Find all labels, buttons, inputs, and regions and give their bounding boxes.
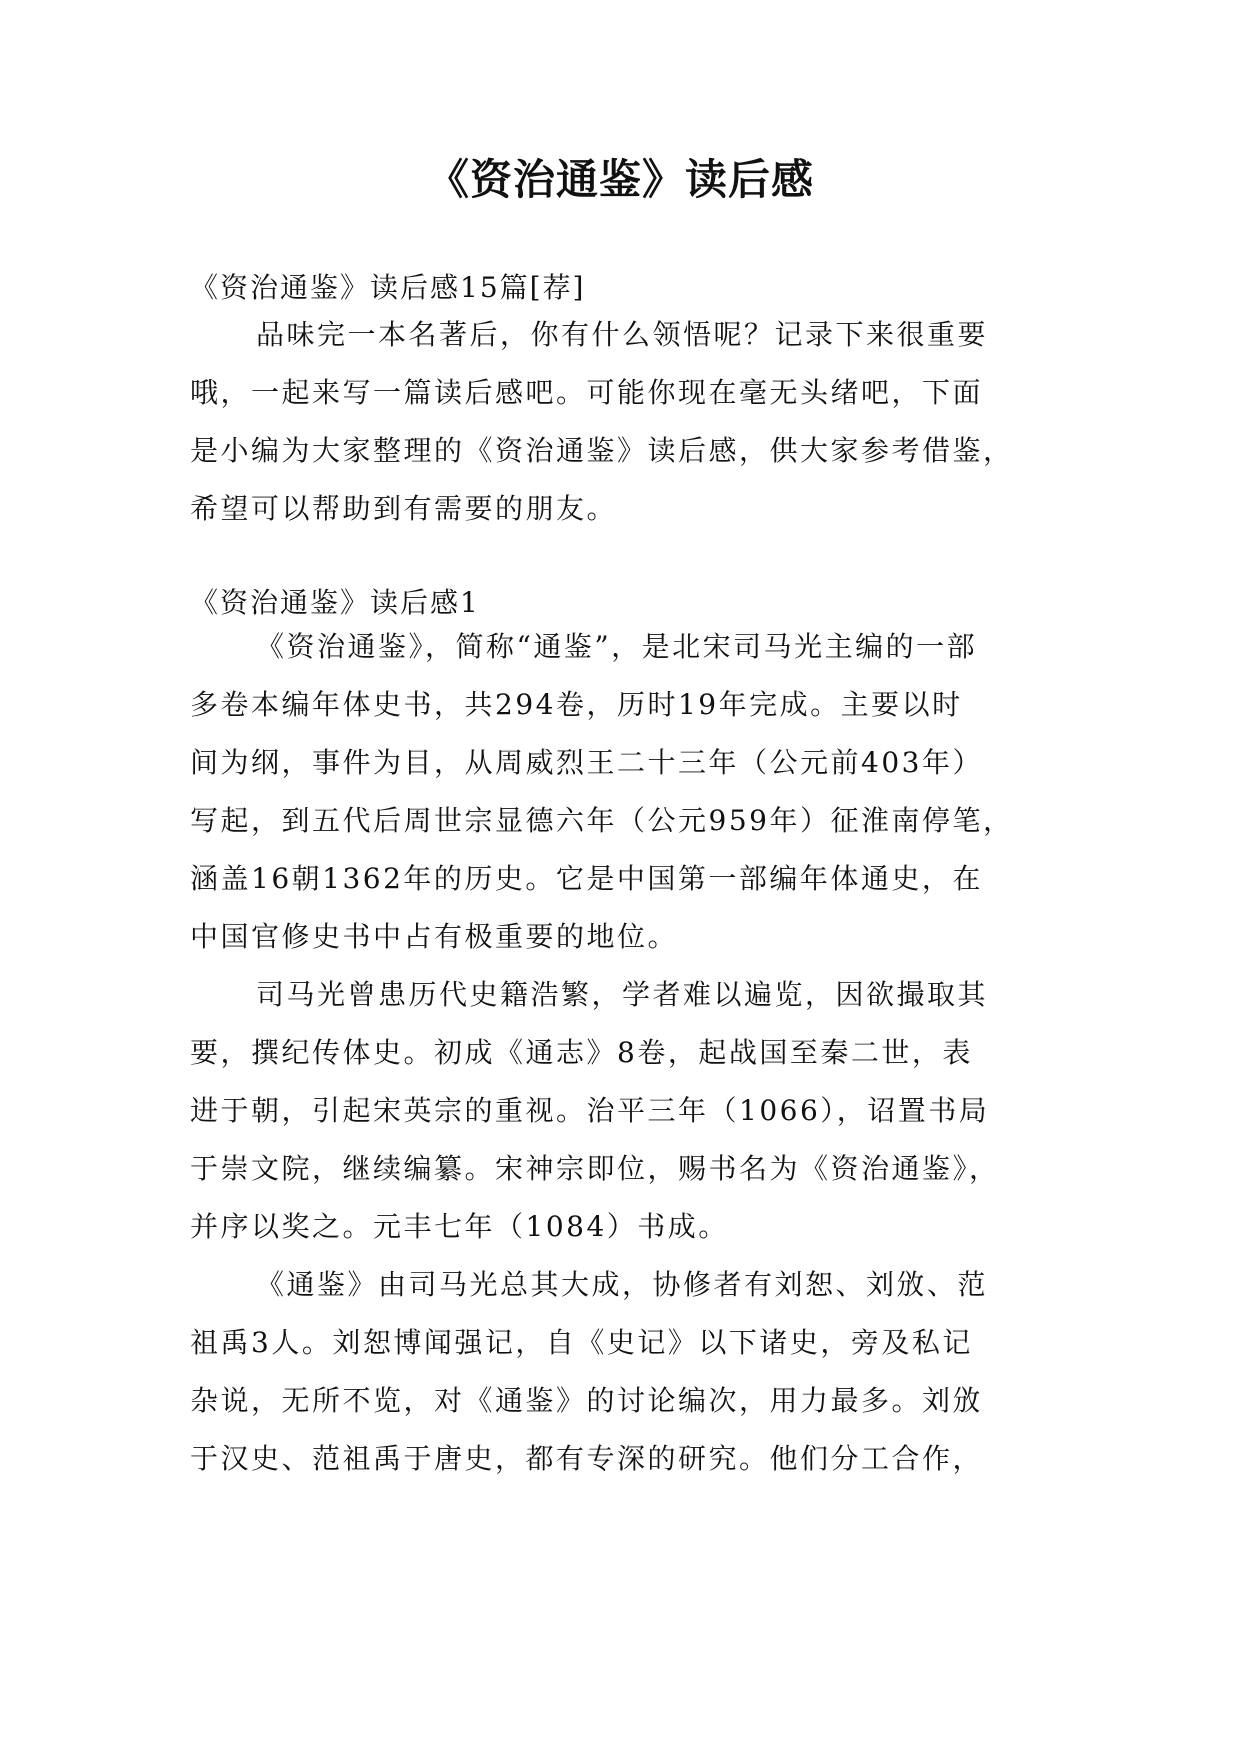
paragraph-line: 《通鉴》由司马光总其大成，协修者有刘恕、刘攽、范 <box>256 1268 989 1301</box>
section-heading: 《资治通鉴》读后感1 <box>190 586 480 619</box>
intro-line: 品味完一本名著后，你有什么领悟呢？记录下来很重要 <box>256 318 989 351</box>
paragraph-line: 于汉史、范祖禹于唐史，都有专深的研究。他们分工合作， <box>190 1442 984 1475</box>
document-subtitle: 《资治通鉴》读后感15篇[荐] <box>190 271 586 304</box>
paragraph-line: 写起，到五代后周世宗显德六年（公元959年）征淮南停笔， <box>190 804 1014 837</box>
paragraph-line: 杂说，无所不览，对《通鉴》的讨论编次，用力最多。刘攽 <box>190 1384 984 1417</box>
paragraph-line: 《资治通鉴》，简称“通鉴”，是北宋司马光主编的一部 <box>256 630 978 663</box>
paragraph-line: 多卷本编年体史书，共294卷，历时19年完成。主要以时 <box>190 688 963 721</box>
body-paragraph-1 <box>190 618 1050 966</box>
paragraph-line: 祖禹3人。刘恕博闻强记，自《史记》以下诸史，旁及私记 <box>190 1326 973 1359</box>
intro-line: 希望可以帮助到有需要的朋友。 <box>190 492 618 525</box>
paragraph-line: 司马光曾患历代史籍浩繁，学者难以遍览，因欲撮取其 <box>256 978 989 1011</box>
paragraph-line: 中国官修史书中占有极重要的地位。 <box>190 920 679 953</box>
paragraph-line: 进于朝，引起宋英宗的重视。治平三年（1066），诏置书局 <box>190 1094 990 1127</box>
intro-paragraph <box>190 306 1050 538</box>
paragraph-line: 要，撰纪传体史。初成《通志》8卷，起战国至秦二世，表 <box>190 1036 973 1069</box>
paragraph-line: 于崇文院，继续编纂。宋神宗即位，赐书名为《资治通鉴》， <box>190 1152 1000 1185</box>
paragraph-line: 并序以奖之。元丰七年（1084）书成。 <box>190 1210 729 1243</box>
document-title: 《资治通鉴》读后感 <box>426 155 814 204</box>
body-paragraph-2 <box>190 966 1050 1256</box>
body-paragraph-3 <box>190 1256 1050 1488</box>
paragraph-line: 涵盖16朝1362年的历史。它是中国第一部编年体通史，在 <box>190 862 983 895</box>
paragraph-line: 间为纲，事件为目，从周威烈王二十三年（公元前403年） <box>190 746 983 779</box>
intro-line: 哦，一起来写一篇读后感吧。可能你现在毫无头绪吧，下面 <box>190 376 984 409</box>
intro-line: 是小编为大家整理的《资治通鉴》读后感，供大家参考借鉴， <box>190 434 1014 467</box>
